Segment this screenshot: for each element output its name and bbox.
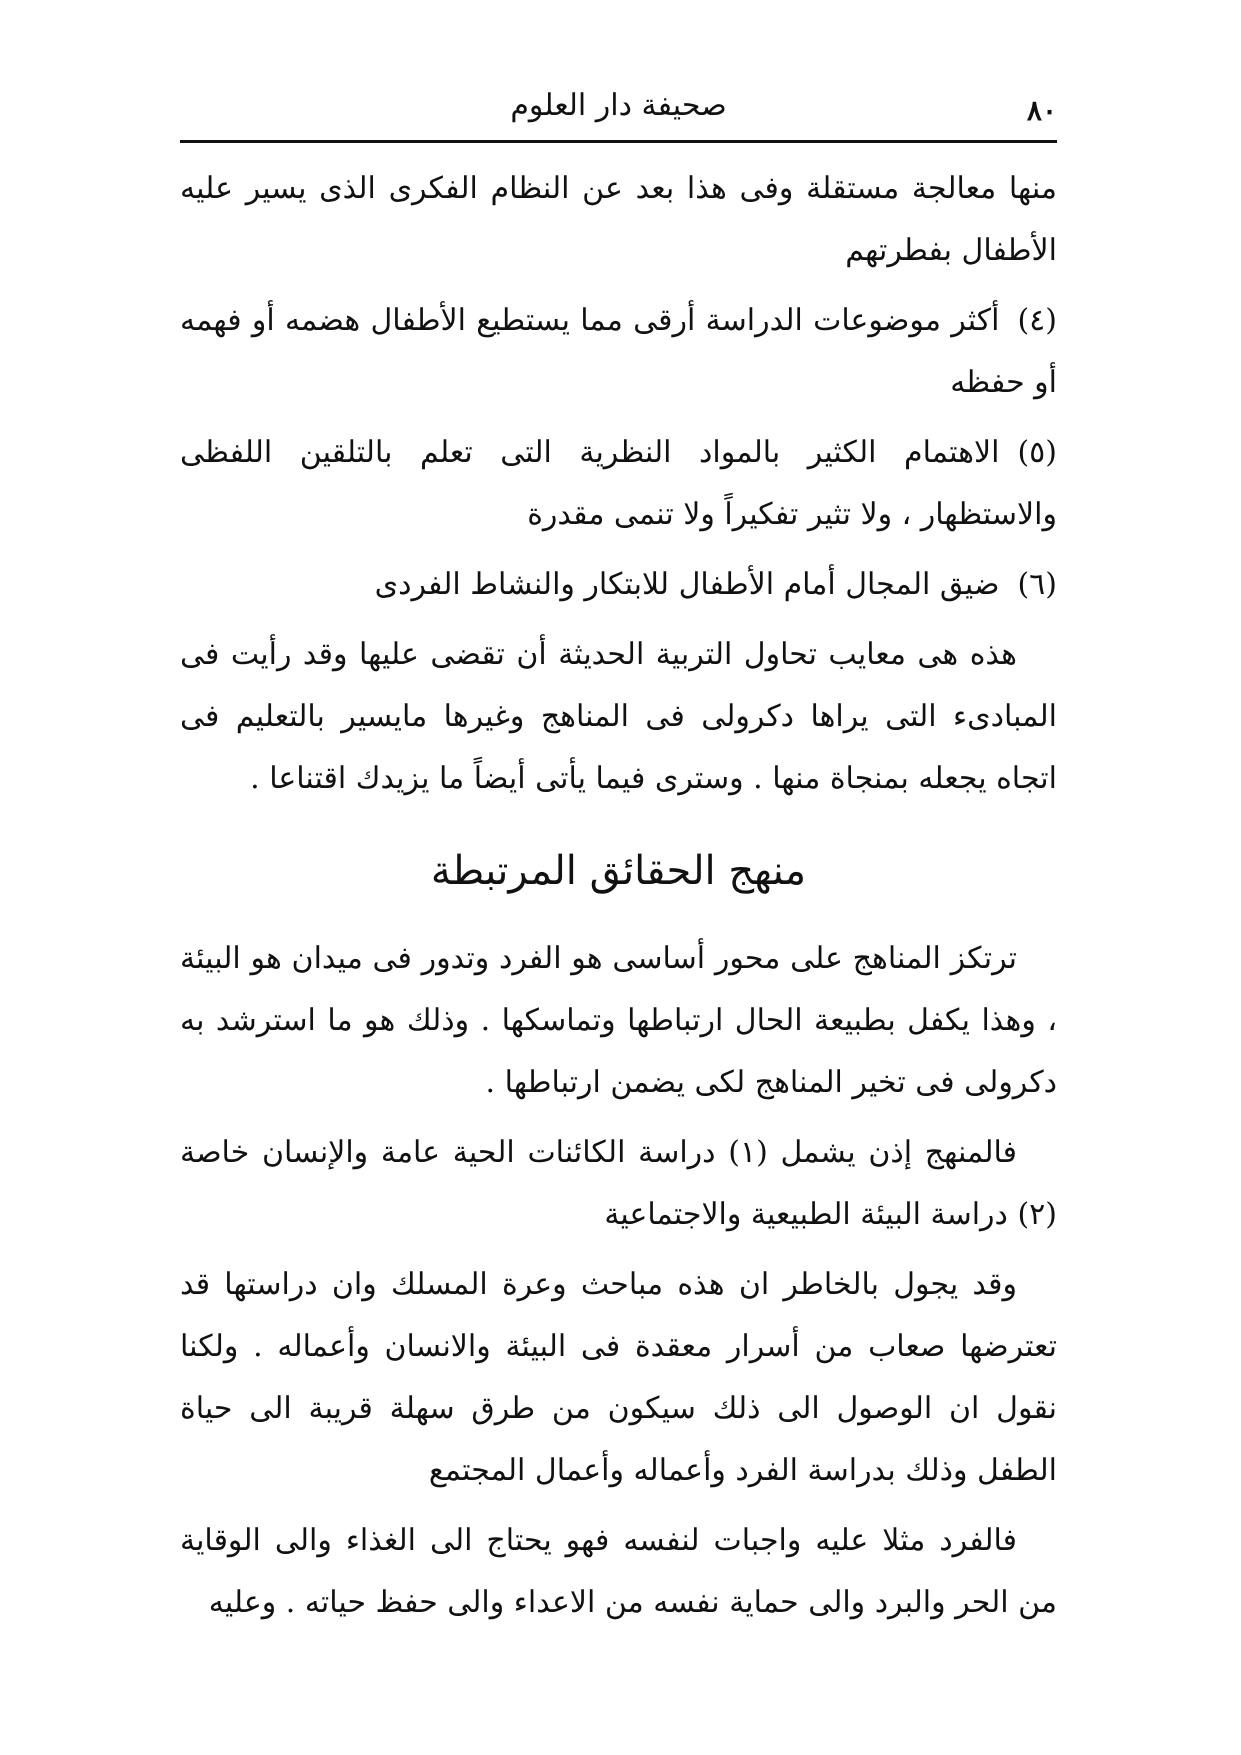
header-divider [180,140,1057,143]
section-heading: منهج الحقائق المرتبطة [430,848,807,894]
paragraph: فالفرد مثلا عليه واجبات لنفسه فهو يحتاج الى الغذاء والى الوقاية من الحر والبرد والى حماية نفسه من الاعداء والى حفظ حياته . وعليه [180,1523,1057,1620]
list-item [180,554,1057,616]
list-item [180,422,1057,546]
list-item-number: (٤) [1017,303,1057,338]
list-item-number: (٥) [1017,435,1057,470]
list-item-text: ضيق المجال أمام الأطفال للابتكار والنشاط الفردى [374,567,1000,602]
list-item-number: (٦) [1017,567,1057,602]
list-item-text: الاهتمام الكثير بالمواد النظرية التى تعلم بالتلقين اللفظى والاستظهار ، ولا تثير تفكيراً ولا تنمى مقدرة [180,435,1057,532]
paragraph: وقد يجول بالخاطر ان هذه مباحث وعرة المسلك وان دراستها قد تعترضها صعاب من أسرار معقدة فى البيئة والانسان وأعماله . ولكنا نقول ان الوصول الى ذلك سيكون من طرق سهلة قريبة الى حياة الطفل وذلك بدراسة الفرد وأعماله وأعمال المجتمع [180,1267,1057,1488]
running-title: صحيفة دار العلوم [510,88,727,123]
list-item-text: أكثر موضوعات الدراسة أرقى مما يستطيع الأطفال هضمه أو فهمه أو حفظه [180,303,1057,400]
paragraph: هذه هى معايب تحاول التربية الحديثة أن تقضى عليها وقد رأيت فى المبادىء التى يراها دكرولى فى المناهج وغيرها مايسير بالتعليم فى اتجاه يجعله بمنجاة منها . وسترى فيما يأتى أيضاً ما يزيدك اقتناعا . [180,637,1057,796]
page-number: ٨٠ [1026,94,1057,127]
body-text [180,158,1057,1642]
page-header [180,88,1057,138]
paragraph: فالمنهج إذن يشمل (١) دراسة الكائنات الحية عامة والإنسان خاصة (٢) دراسة البيئة الطبيعية والاجتماعية [180,1135,1057,1232]
paragraph: منها معالجة مستقلة وفى هذا بعد عن النظام الفكرى الذى يسير عليه الأطفال بفطرتهم [180,171,1057,268]
paragraph: ترتكز المناهج على محور أساسى هو الفرد وتدور فى ميدان هو البيئة ، وهذا يكفل بطبيعة الحال ارتباطها وتماسكها . وذلك هو ما استرشد به دكرولى فى تخير المناهج لكى يضمن ارتباطها . [180,941,1057,1100]
list-item [180,290,1057,414]
